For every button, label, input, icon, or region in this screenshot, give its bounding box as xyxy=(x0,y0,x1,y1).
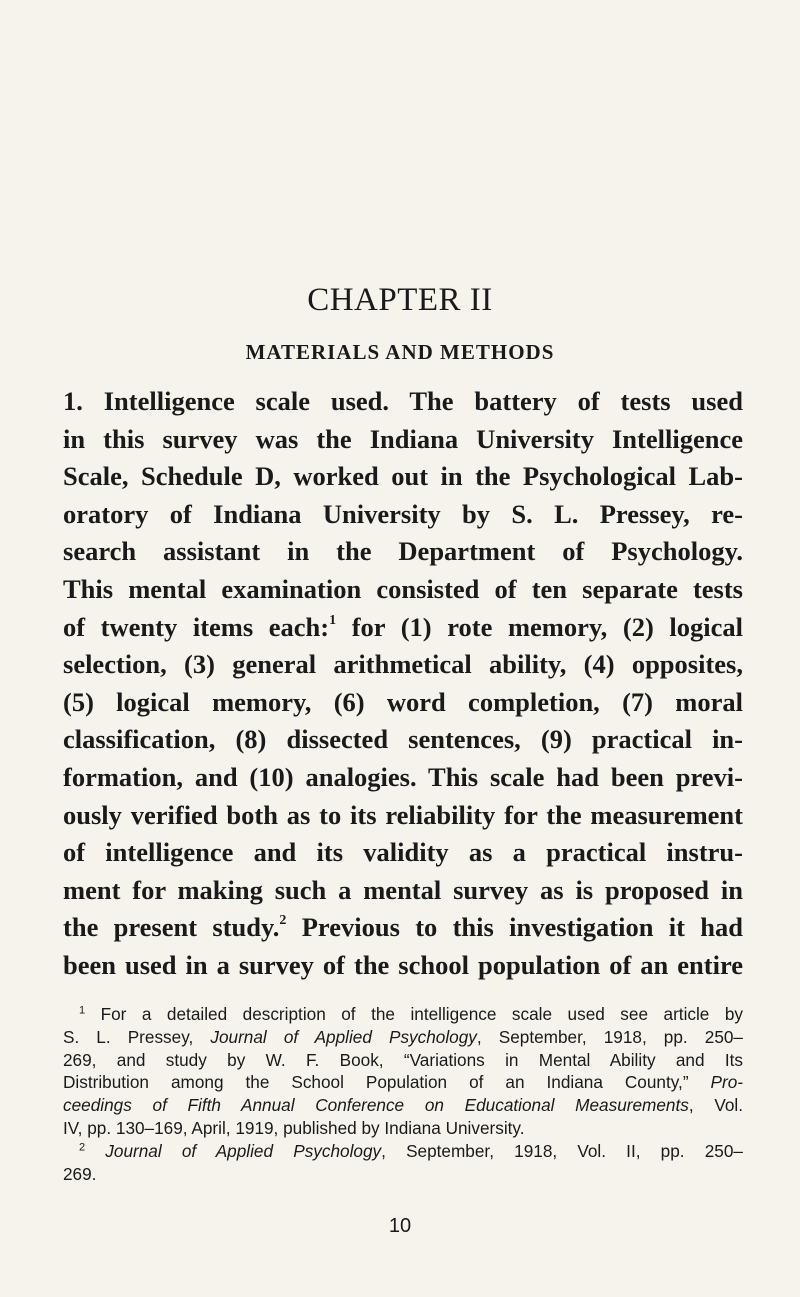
footnote-marker-2: 2 xyxy=(79,1141,86,1154)
footnote-1-line xyxy=(63,1071,743,1094)
body-line: in this survey was the Indiana University Intelligence xyxy=(63,423,743,454)
footnote-text: , Vol. xyxy=(688,1095,744,1116)
body-line: 1. Intelligence scale used. The battery of tests used xyxy=(63,386,743,416)
body-line: oratory of Indiana University by S. L. Pressey, re- xyxy=(63,498,743,529)
footnote-1-line xyxy=(63,1094,743,1117)
footnote-text: , September, 1918, Vol. II, pp. 250– xyxy=(381,1140,743,1161)
footnote-ref-2: 2 xyxy=(279,913,287,929)
footnote-1-line xyxy=(63,1003,743,1026)
body-line: classification, (8) dissected sentences, (9) practical in- xyxy=(63,724,743,755)
footnote-italic-title: Pro- xyxy=(688,1072,743,1093)
body-text-segment: the present study. xyxy=(63,912,280,943)
body-line: of intelligence and its validity as a practical instru- xyxy=(63,837,743,868)
footnote-1-line xyxy=(63,1026,743,1049)
footnotes xyxy=(63,1003,743,1185)
body-line-with-footnote-ref xyxy=(63,609,743,647)
footnote-text: Distribution among the School Population of an Indiana County,” xyxy=(63,1072,689,1093)
footnote-text: For a detailed description of the intelligence scale used see article by xyxy=(85,1004,743,1024)
page-number: 10 xyxy=(388,1215,412,1237)
footnote-text: , September, 1918, pp. 250– xyxy=(476,1026,743,1047)
body-line: formation, and (10) analogies. This scale had been previ- xyxy=(63,761,743,792)
footnote-italic-title: Journal of Applied Psychology xyxy=(85,1140,382,1161)
chapter-heading: CHAPTER II xyxy=(307,282,493,318)
footnote-1-line: IV, pp. 130–169, April, 1919, published by Indiana University. xyxy=(63,1117,525,1138)
body-text-segment: for (1) rote memory, (2) logical xyxy=(336,611,743,642)
footnote-2-line xyxy=(63,1140,743,1163)
body-text-segment: of twenty items each: xyxy=(63,611,330,642)
body-line: ously verified both as to its reliability for the measurement xyxy=(63,799,743,830)
footnote-italic-title: Journal of Applied Psychology xyxy=(210,1026,477,1047)
section-title: MATERIALS AND METHODS xyxy=(245,340,555,364)
body-line: been used in a survey of the school population of an entire xyxy=(63,949,743,980)
body-line: (5) logical memory, (6) word completion, (7) moral xyxy=(63,686,743,717)
footnote-1-line: 269, and study by W. F. Book, “Variations in Mental Ability and Its xyxy=(63,1049,743,1070)
footnote-ref-1: 1 xyxy=(329,612,337,628)
footnote-marker-1: 1 xyxy=(79,1004,86,1017)
body-line: ment for making such a mental survey as is proposed in xyxy=(63,874,743,905)
footnote-italic-title: ceedings of Fifth Annual Conference on Educational Measurements xyxy=(63,1095,689,1116)
footnote-2-line: 269. xyxy=(63,1163,97,1184)
body-text-segment: Previous to this investigation it had xyxy=(286,912,743,943)
body-paragraph xyxy=(63,383,743,985)
footnote-text: S. L. Pressey, xyxy=(63,1026,211,1047)
body-line-with-footnote-ref xyxy=(63,909,743,947)
body-line: This mental examination consisted of ten separate tests xyxy=(63,573,743,604)
body-line: Scale, Schedule D, worked out in the Psychological Lab- xyxy=(63,461,743,492)
body-line: selection, (3) general arithmetical ability, (4) opposites, xyxy=(63,649,743,680)
body-line: search assistant in the Department of Psychology. xyxy=(63,536,743,567)
